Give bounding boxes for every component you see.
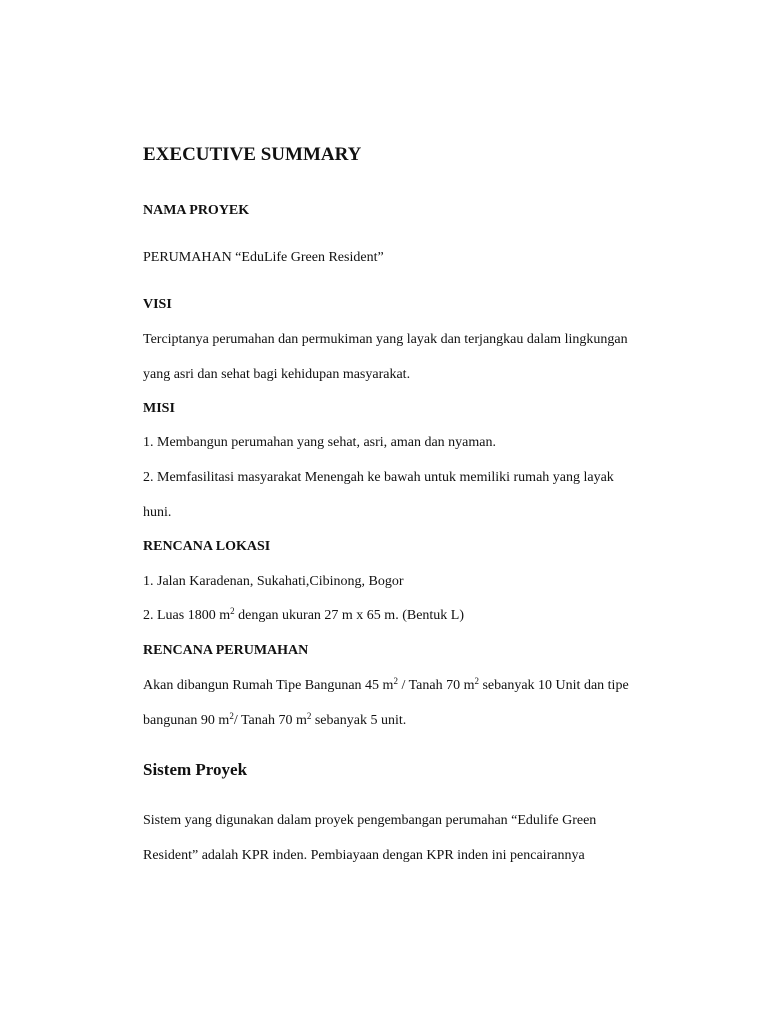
- visi-heading: VISI: [143, 297, 172, 312]
- ukuran-text: dengan ukuran 27 m x 65 m. (Bentuk L): [234, 608, 465, 623]
- nama-proyek-heading: NAMA PROYEK: [143, 203, 250, 218]
- superscript-2: 2: [229, 711, 234, 721]
- superscript-2: 2: [393, 676, 398, 686]
- rencana-perumahan-line-2: [143, 713, 406, 729]
- misi-item-1: 1. Membangun perumahan yang sehat, asri, aman dan nyaman.: [143, 435, 497, 450]
- unit-text: sebanyak 10 Unit dan tipe: [478, 678, 629, 693]
- misi-item-2-line-1: 2. Memfasilitasi masyarakat Menengah ke bawah untuk memiliki rumah yang layak: [143, 470, 614, 485]
- sistem-proyek-heading: Sistem Proyek: [143, 760, 248, 779]
- sistem-proyek-line-1: Sistem yang digunakan dalam proyek pengembangan perumahan “Edulife Green: [143, 813, 597, 828]
- visi-line-1: Terciptanya perumahan dan permukiman yang layak dan terjangkau dalam lingkungan: [143, 332, 628, 347]
- sistem-proyek-line-2: Resident” adalah KPR inden. Pembiayaan dengan KPR inden ini pencairannya: [143, 848, 585, 863]
- rencana-lokasi-heading: RENCANA LOKASI: [143, 539, 271, 554]
- superscript-2: 2: [474, 676, 479, 686]
- tanah-text: / Tanah 70 m: [233, 713, 307, 728]
- superscript-2: 2: [306, 711, 312, 721]
- luas-text: 2. Luas 1800 m: [143, 608, 231, 623]
- superscript-2: 2: [230, 606, 235, 616]
- tanah-text: / Tanah 70 m: [397, 678, 475, 693]
- document-title: EXECUTIVE SUMMARY: [143, 144, 362, 165]
- visi-line-2: yang asri dan sehat bagi kehidupan masyarakat.: [143, 367, 411, 382]
- nama-proyek-value: PERUMAHAN “EduLife Green Resident”: [143, 250, 384, 265]
- rencana-lokasi-item-2: [143, 608, 464, 624]
- misi-item-2-line-2: huni.: [143, 505, 172, 520]
- unit-text: sebanyak 5 unit.: [311, 713, 407, 728]
- misi-heading: MISI: [143, 401, 175, 416]
- tipe-90-text: bangunan 90 m: [143, 713, 230, 728]
- rencana-lokasi-item-1: 1. Jalan Karadenan, Sukahati,Cibinong, Bogor: [143, 574, 404, 589]
- tipe-45-text: Akan dibangun Rumah Tipe Bangunan 45 m: [143, 678, 394, 693]
- rencana-perumahan-line-1: [143, 678, 629, 694]
- rencana-perumahan-heading: RENCANA PERUMAHAN: [143, 643, 309, 658]
